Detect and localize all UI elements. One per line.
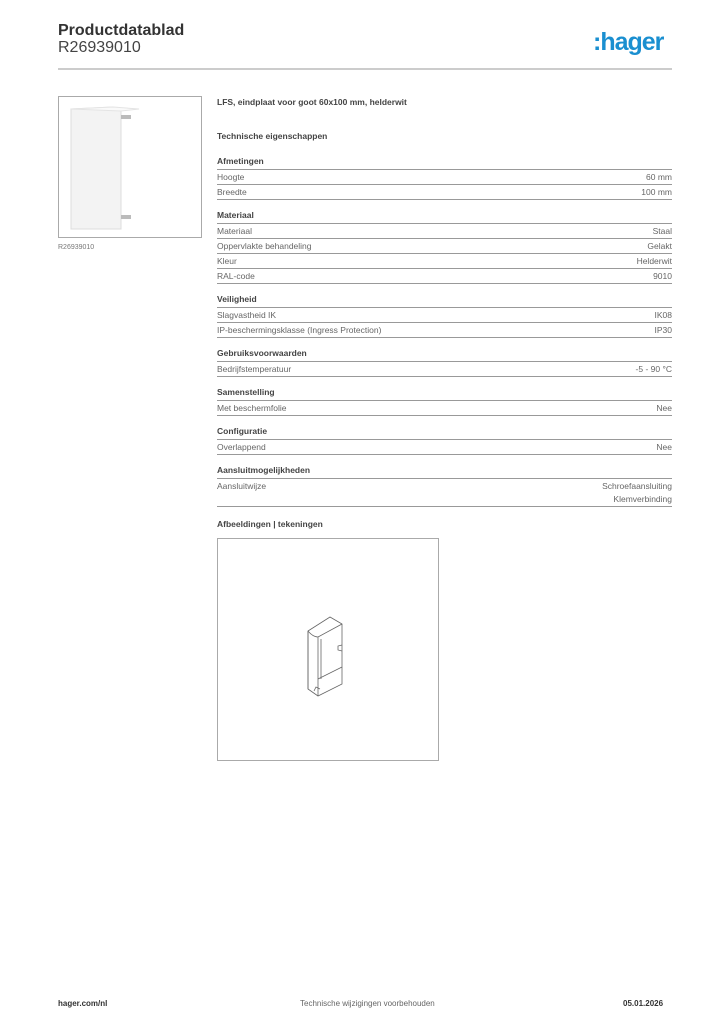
spec-row xyxy=(217,254,672,269)
spec-section xyxy=(217,293,672,338)
spec-value-line: 9010 xyxy=(653,271,672,281)
product-description: LFS, eindplaat voor goot 60x100 mm, helderwit xyxy=(217,97,407,107)
spec-value xyxy=(655,309,673,322)
section-heading: Aansluitmogelijkheden xyxy=(217,464,672,479)
spec-row xyxy=(217,308,672,323)
spec-label: IP-beschermingsklasse (Ingress Protection) xyxy=(217,325,382,335)
section-heading: Afmetingen xyxy=(217,155,672,170)
spec-row xyxy=(217,479,672,507)
spec-label: Oppervlakte behandeling xyxy=(217,241,312,251)
spec-value-line: 100 mm xyxy=(641,187,672,197)
hager-logo: :hager xyxy=(593,28,664,56)
spec-section xyxy=(217,209,672,284)
header-divider xyxy=(58,68,672,70)
spec-table xyxy=(217,155,672,516)
spec-value-line: IK08 xyxy=(654,310,672,320)
spec-value-line: Helderwit xyxy=(636,256,672,266)
technical-drawing xyxy=(217,538,439,761)
photo-caption: R26939010 xyxy=(58,244,95,251)
footer-date: 05.01.2026 xyxy=(623,999,664,1008)
spec-label: RAL-code xyxy=(217,271,255,281)
spec-section xyxy=(217,425,672,455)
spec-label: Breedte xyxy=(217,187,247,197)
spec-value-line: Nee xyxy=(656,442,672,452)
spec-row xyxy=(217,362,672,377)
spec-row xyxy=(217,170,672,185)
section-heading: Materiaal xyxy=(217,209,672,224)
spec-value-line: Gelakt xyxy=(647,241,672,251)
spec-value-line: Nee xyxy=(656,403,672,413)
spec-label: Kleur xyxy=(217,256,237,266)
spec-row xyxy=(217,185,672,200)
spec-value xyxy=(646,171,672,184)
spec-value-line: Klemverbinding xyxy=(613,494,672,504)
spec-value xyxy=(656,402,672,415)
spec-label: Materiaal xyxy=(217,226,252,236)
spec-label: Slagvastheid IK xyxy=(217,310,277,320)
spec-value-line: IP30 xyxy=(654,325,672,335)
spec-value xyxy=(653,225,672,238)
spec-value-line: Staal xyxy=(652,226,672,236)
spec-row xyxy=(217,269,672,284)
spec-section xyxy=(217,155,672,200)
product-code: R26939010 xyxy=(58,39,141,56)
spec-value-line: Schroefaansluiting xyxy=(602,481,672,491)
spec-label: Hoogte xyxy=(217,172,245,182)
page-title: Productdatablad xyxy=(58,22,185,39)
section-heading: Veiligheid xyxy=(217,293,672,308)
spec-label: Met beschermfolie xyxy=(217,403,287,413)
spec-section xyxy=(217,347,672,377)
product-photo xyxy=(58,96,202,238)
spec-row xyxy=(217,323,672,338)
spec-section xyxy=(217,464,672,507)
spec-value xyxy=(655,324,673,337)
images-title: Afbeeldingen | tekeningen xyxy=(217,519,323,529)
spec-value xyxy=(636,363,672,376)
spec-value xyxy=(637,255,672,268)
spec-label: Bedrijfstemperatuur xyxy=(217,364,292,374)
tech-title: Technische eigenschappen xyxy=(217,131,328,141)
spec-value xyxy=(647,240,672,253)
spec-label: Aansluitwijze xyxy=(217,481,267,491)
spec-row xyxy=(217,239,672,254)
spec-value-line: -5 - 90 °C xyxy=(635,364,672,374)
spec-row xyxy=(217,224,672,239)
spec-value xyxy=(653,270,672,283)
spec-row xyxy=(217,440,672,455)
spec-label: Overlappend xyxy=(217,442,266,452)
footer-website: hager.com/nl xyxy=(58,999,108,1008)
spec-value xyxy=(602,480,672,506)
spec-section xyxy=(217,386,672,416)
section-heading: Gebruiksvoorwaarden xyxy=(217,347,672,362)
spec-value-line: 60 mm xyxy=(646,172,672,182)
spec-value xyxy=(641,186,672,199)
section-heading: Samenstelling xyxy=(217,386,672,401)
spec-value xyxy=(656,441,672,454)
spec-row xyxy=(217,401,672,416)
footer-disclaimer: Technische wijzigingen voorbehouden xyxy=(300,999,435,1008)
section-heading: Configuratie xyxy=(217,425,672,440)
